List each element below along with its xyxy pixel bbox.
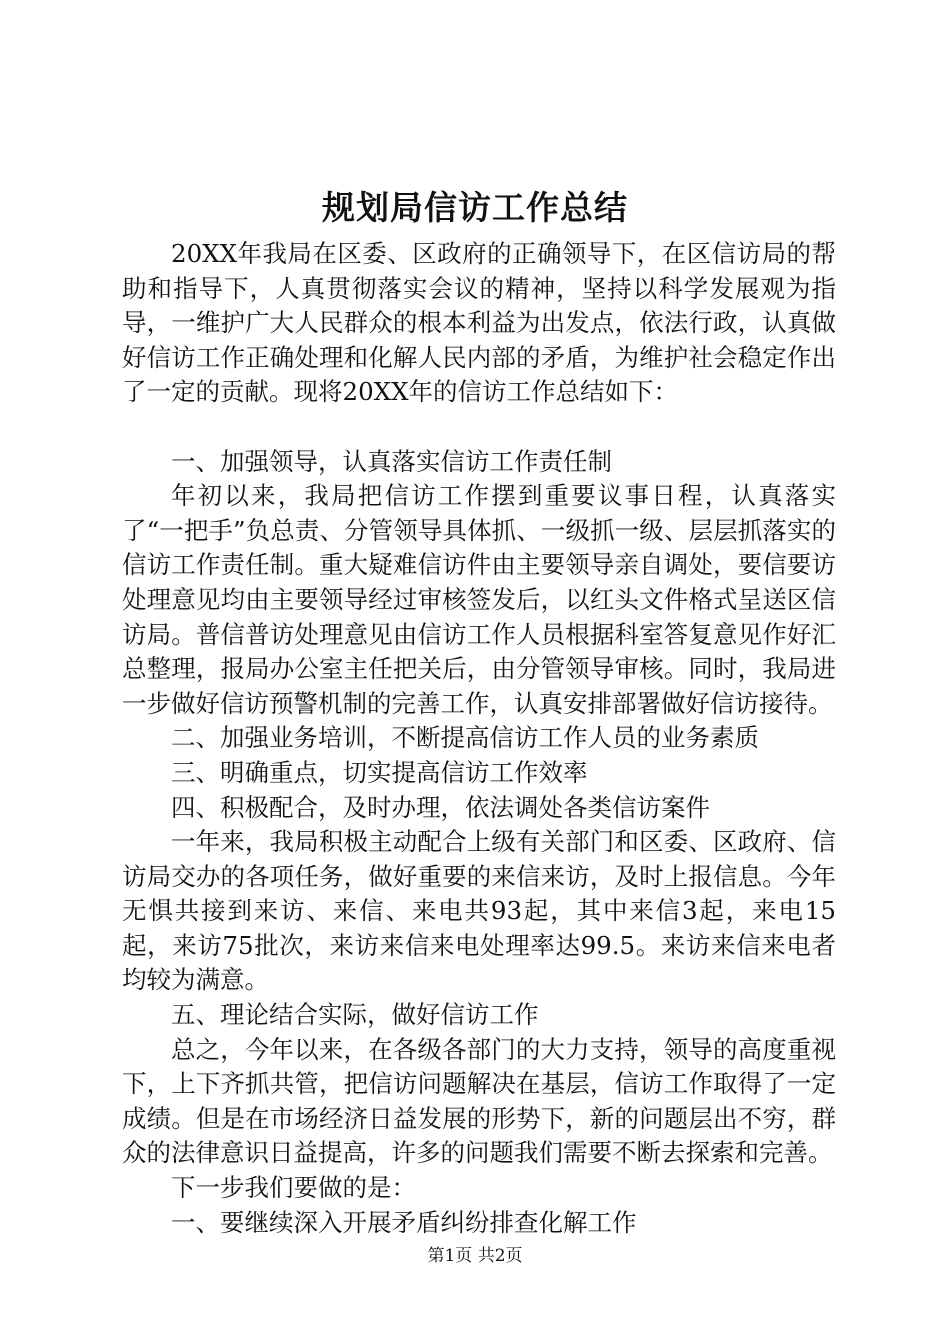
- section-heading-5: 五、理论结合实际，做好信访工作: [171, 1000, 539, 1030]
- body-paragraph: 年初以来，我局把信访工作摆到重要议事日程，认真落实了“一把手”负总责、分管领导具体抓、一级抓一级、层层抓落实的信访工作责任制。重大疑难信访件由主要领导亲自调处，要信要访处理意见均由主要领导经过审核签发后，以红头文件格式呈送区信访局。普信普访处理意见由信访工作人员根据科室答复意见作好汇总整理，报局办公室主任把关后，由分管领导审核。同时，我局进一步做好信访预警机制的完善工作，认真安排部署做好信访接待。: [122, 481, 836, 718]
- section-heading-1: 一、加强领导，认真落实信访工作责任制: [171, 446, 612, 476]
- next-step-item-1: 一、要继续深入开展矛盾纠纷排查化解工作: [171, 1207, 637, 1237]
- section-heading-4: 四、积极配合，及时办理，依法调处各类信访案件: [171, 792, 710, 822]
- summary-paragraph: 总之，今年以来，在各级各部门的大力支持，领导的高度重视下，上下齐抓共管，把信访问题解决在基层，信访工作取得了一定成绩。但是在市场经济日益发展的形势下，新的问题层出不穷，群众的法律意识日益提高，许多的问题我们需要不断去探索和完善。: [122, 1034, 836, 1168]
- next-steps-intro: 下一步我们要做的是：: [171, 1173, 416, 1203]
- document-body: [122, 237, 836, 1240]
- page-number-footer: 第1页 共2页: [427, 1246, 523, 1266]
- body-paragraph: 一年来，我局积极主动配合上级有关部门和区委、区政府、信访局交办的各项任务，做好重要的来信来访，及时上报信息。今年无惧共接到来访、来信、来电共93起，其中来信3起，来电15起，来访75批次，来访来信来电处理率达99.5。来访来信来电者均较为满意。: [122, 827, 836, 995]
- section-heading-2: 二、加强业务培训，不断提高信访工作人员的业务素质: [171, 723, 759, 753]
- intro-paragraph: 20XX年我局在区委、区政府的正确领导下，在区信访局的帮助和指导下，人真贯彻落实会议的精神，坚持以科学发展观为指导，一维护广大人民群众的根本利益为出发点，依法行政，认真做好信访工作正确处理和化解人民内部的矛盾，为维护社会稳定作出了一定的贡献。现将20XX年的信访工作总结如下：: [122, 239, 836, 407]
- section-heading-3: 三、明确重点，切实提高信访工作效率: [171, 757, 588, 787]
- document-title: 规划局信访工作总结: [322, 188, 628, 227]
